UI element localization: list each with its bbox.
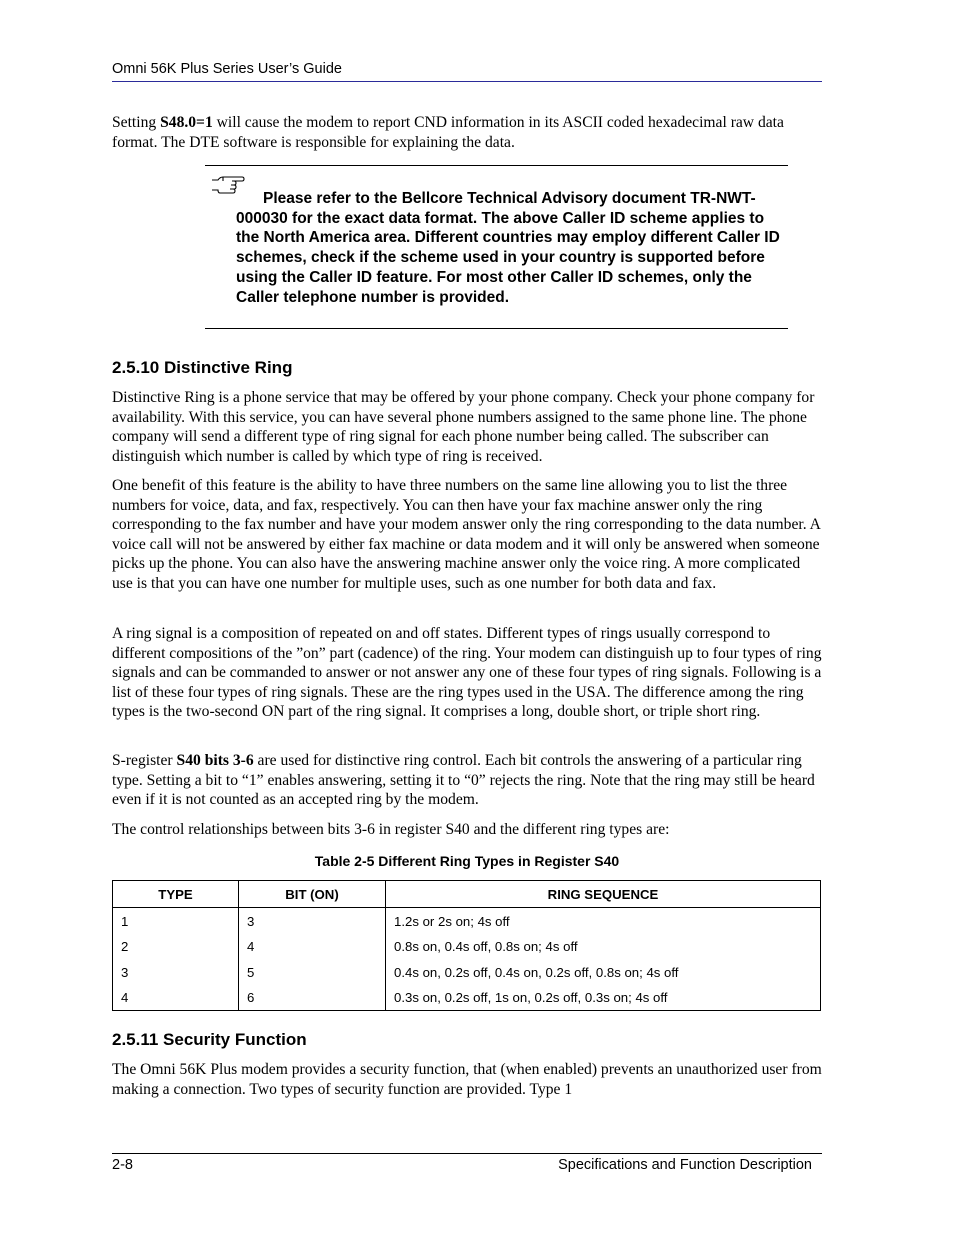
column-header-type: TYPE	[113, 881, 239, 908]
page-header	[112, 60, 822, 82]
p4-register-bits: S40 bits 3-6	[176, 752, 254, 769]
table-row	[113, 985, 821, 1011]
cell-type: 3	[113, 960, 239, 985]
cell-ring-sequence: 0.8s on, 0.4s off, 0.8s on; 4s off	[386, 934, 821, 959]
cell-type: 1	[113, 908, 239, 935]
table-caption: Table 2-5 Different Ring Types in Register S40	[314, 853, 620, 869]
table-header-row	[113, 881, 821, 908]
table-row	[113, 908, 821, 935]
column-header-ring-sequence: RING SEQUENCE	[386, 881, 821, 908]
cell-type: 4	[113, 985, 239, 1011]
cell-ring-sequence: 0.3s on, 0.2s off, 1s on, 0.2s off, 0.3s on; 4s off	[386, 985, 821, 1011]
intro-register-setting: S48.0=1	[160, 114, 213, 131]
intro-paragraph	[112, 113, 822, 152]
distinctive-paragraph-4	[112, 751, 822, 810]
page-footer	[112, 1153, 822, 1178]
note-box	[205, 165, 788, 329]
cell-bit: 5	[239, 960, 386, 985]
table-row	[113, 934, 821, 959]
ring-types-table	[112, 880, 821, 1011]
header-title: Omni 56K Plus Series User’s Guide	[112, 61, 342, 77]
cell-bit: 6	[239, 985, 386, 1011]
cell-bit: 3	[239, 908, 386, 935]
p4-prefix: S-register	[112, 752, 177, 769]
distinctive-paragraph-5: The control relationships between bits 3-6 in register S40 and the different ring types are:	[112, 821, 670, 838]
page-number: 2-8	[112, 1157, 133, 1173]
intro-suffix: will cause the modem to report CND information in its ASCII coded hexadecimal raw data format. The DTE software is responsible for explaining the data.	[112, 114, 784, 151]
table-row	[113, 960, 821, 985]
column-header-bit: BIT (ON)	[239, 881, 386, 908]
distinctive-paragraph-2: One benefit of this feature is the ability to have three numbers on the same line allowing you to list the three numbers for voice, data, and fax, respectively. You can then have your fax machine answer only the ring corresponding to the fax number and have your modem answer only the ring corresponding to the data number. A voice call will not be answered by either fax machine or data modem and it will only be answered when someone picks up the phone. You can also have the answering machine answer only the voice ring. A more complicated use is that you can have one number for multiple uses, such as one number for both data and fax.	[112, 477, 821, 592]
chapter-title: Specifications and Function Description	[558, 1157, 812, 1173]
p4-suffix: are used for distinctive ring control. Each bit controls the answering of a particular ring type. Setting a bit to “1” enables answering, setting it to “0” rejects the ring. Note that the ring may still be heard even if it is not counted as an accepted ring by the modem.	[112, 752, 815, 809]
distinctive-paragraph-1: Distinctive Ring is a phone service that may be offered by your phone company. Check your phone company for availability. With this service, you can have several phone numbers assigned to the same phone line. The phone company will send a different type of ring signal for each phone number being called. The subscriber can distinguish which number is called by which type of ring is received.	[112, 389, 815, 465]
security-paragraph-1: The Omni 56K Plus modem provides a security function, that (when enabled) prevents an unauthorized user from making a connection. Two types of security function are provided. Type 1	[112, 1061, 822, 1098]
cell-bit: 4	[239, 934, 386, 959]
cell-type: 2	[113, 934, 239, 959]
cell-ring-sequence: 1.2s or 2s on; 4s off	[386, 908, 821, 935]
distinctive-paragraph-3: A ring signal is a composition of repeated on and off states. Different types of rings usually correspond to different compositions of the ”on” part (cadence) of the ring. Your modem can distinguish up to four types of ring signals and can be commanded to answer or not answer any one of these four types of ring signals. Following is a list of these four types of ring signals. These are the ring types used in the USA. The difference among the ring types is the two-second ON part of the ring signal. It comprises a long, double short, or triple short ring.	[112, 625, 822, 721]
note-text: Please refer to the Bellcore Technical Advisory document TR-NWT-000030 for the exact data format. The above Caller ID scheme applies to the North America area. Different countries may employ different Caller ID schemes, check if the scheme used in your country is supported before using the Caller ID feature. For most other Caller ID schemes, only the Caller telephone number is provided.	[236, 190, 780, 306]
section-heading-security-function: 2.5.11 Security Function	[112, 1030, 307, 1049]
intro-prefix: Setting	[112, 114, 161, 131]
cell-ring-sequence: 0.4s on, 0.2s off, 0.4s on, 0.2s off, 0.8s on; 4s off	[386, 960, 821, 985]
section-heading-distinctive-ring: 2.5.10 Distinctive Ring	[112, 358, 293, 377]
